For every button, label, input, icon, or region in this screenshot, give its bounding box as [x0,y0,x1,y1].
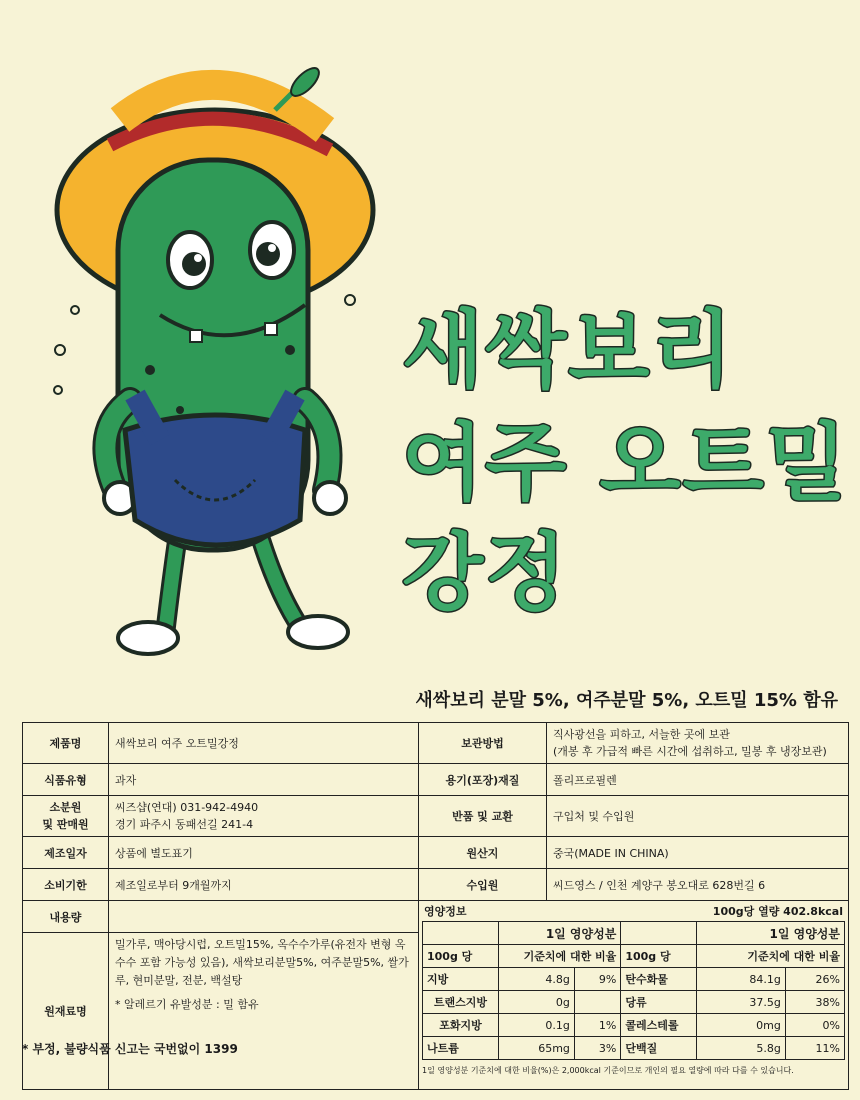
nutrition-row [423,991,845,1014]
origin-value: 중국(MADE IN CHINA) [547,837,849,869]
product-title-line-3: 강정 [402,524,569,622]
nutrient-name: 탄수화물 [621,968,697,991]
nutrient-amount: 37.5g [697,991,786,1014]
report-hotline-notice: * 부정, 불량식품 신고는 국번없이 1399 [22,1042,238,1056]
nutrient-name: 트랜스지방 [423,991,499,1014]
origin-label: 원산지 [419,837,547,869]
nutrient-name: 단백질 [621,1037,697,1060]
nutrition-header [422,903,845,921]
nutrient-name: 콜레스테롤 [621,1014,697,1037]
nutrition-row [423,1014,845,1037]
nutrition-row [423,1037,845,1060]
content-value [109,901,419,933]
nutrition-panel [419,901,849,1090]
seller-address: 경기 파주시 동패선길 241-4 [115,818,254,831]
product-title-line-2: 여주 오트밀 [402,414,849,512]
seller-label-line-1: 소분원 [49,801,82,814]
ingredients-label: 원재료명 [23,933,109,1090]
ingredients-value [109,933,419,1090]
nutrient-percent [574,991,620,1014]
importer-label: 수입원 [419,869,547,901]
nutrient-amount: 65mg [498,1037,574,1060]
daily-nutrient-header-2: 1일 영양성분 [697,922,845,945]
nutrient-percent: 1% [574,1014,620,1037]
ingredients-list: 밀가루, 맥아당시럽, 오트밀15%, 옥수수가루(유전자 변형 옥수수 포함 가능성 있음), 새싹보리분말5%, 여주분말5%, 쌀가루, 현미분말, 전분, 백설탕 [115,938,409,987]
storage-value [547,723,849,764]
nutrient-percent: 38% [785,991,844,1014]
nutrient-amount: 84.1g [697,968,786,991]
seller-label-line-2: 및 판매원 [42,818,89,831]
mfg-date-label: 제조일자 [23,837,109,869]
exchange-value: 구입처 및 수입원 [547,796,849,837]
allergy-notice: * 알레르기 유발성분 : 밀 함유 [115,998,259,1011]
nutrient-name: 나트륨 [423,1037,499,1060]
nutrition-row [423,968,845,991]
exchange-label: 반품 및 교환 [419,796,547,837]
packaging-value: 폴리프로필렌 [547,764,849,796]
content-label: 내용량 [23,901,109,933]
nutrient-amount: 5.8g [697,1037,786,1060]
nutrient-percent: 26% [785,968,844,991]
daily-nutrient-header-1: 1일 영양성분 [498,922,620,945]
nutrient-name: 당류 [621,991,697,1014]
nutrient-amount: 4.8g [498,968,574,991]
importer-value: 씨드영스 / 인천 계양구 봉오대로 628번길 6 [547,869,849,901]
nutrient-percent: 0% [785,1014,844,1037]
product-title-line-1: 새싹보리 [402,301,735,399]
seller-phone: 씨즈샵(연대) 031-942-4940 [115,801,259,814]
nutrient-percent: 11% [785,1037,844,1060]
food-type-value: 과자 [109,764,419,796]
per-100g-label-1: 100g 당 [423,945,499,968]
expiry-value: 제조일로부터 9개월까지 [109,869,419,901]
product-name-value: 새싹보리 여주 오트밀강정 [109,723,419,764]
nutrient-name: 지방 [423,968,499,991]
seller-label [23,796,109,837]
nutrition-summary: 100g당 열량 402.8kcal [712,905,843,918]
ratio-header-1: 기준치에 대한 비율 [498,945,620,968]
seller-value [109,796,419,837]
expiry-label: 소비기한 [23,869,109,901]
nutrient-amount: 0mg [697,1014,786,1037]
cucumber-mascot-illustration [40,50,400,670]
ingredient-percentage-subtitle: 새싹보리 분말 5%, 여주분말 5%, 오트밀 15% 함유 [415,690,838,711]
packaging-label: 용기(포장)재질 [419,764,547,796]
nutrient-percent: 3% [574,1037,620,1060]
nutrition-footnote: 1일 영양성분 기준치에 대한 비율(%)은 2,000kcal 기준이므로 개인의 필요 열량에 따라 다를 수 있습니다. [422,1066,794,1075]
nutrient-amount: 0g [498,991,574,1014]
mfg-date-value: 상품에 별도표기 [109,837,419,869]
nutrient-amount: 0.1g [498,1014,574,1037]
nutrient-name: 포화지방 [423,1014,499,1037]
storage-line-1: 직사광선을 피하고, 서늘한 곳에 보관 [553,728,730,741]
nutrient-percent: 9% [574,968,620,991]
storage-label: 보관방법 [419,723,547,764]
food-type-label: 식품유형 [23,764,109,796]
per-100g-label-2: 100g 당 [621,945,697,968]
nutrition-table [422,921,845,1060]
nutrition-label: 영양정보 [424,905,467,918]
product-info-table [22,722,849,1090]
storage-line-2: (개봉 후 가급적 빠른 시간에 섭취하고, 밀봉 후 냉장보관) [553,745,827,758]
product-name-label: 제품명 [23,723,109,764]
ratio-header-2: 기준치에 대한 비율 [697,945,845,968]
